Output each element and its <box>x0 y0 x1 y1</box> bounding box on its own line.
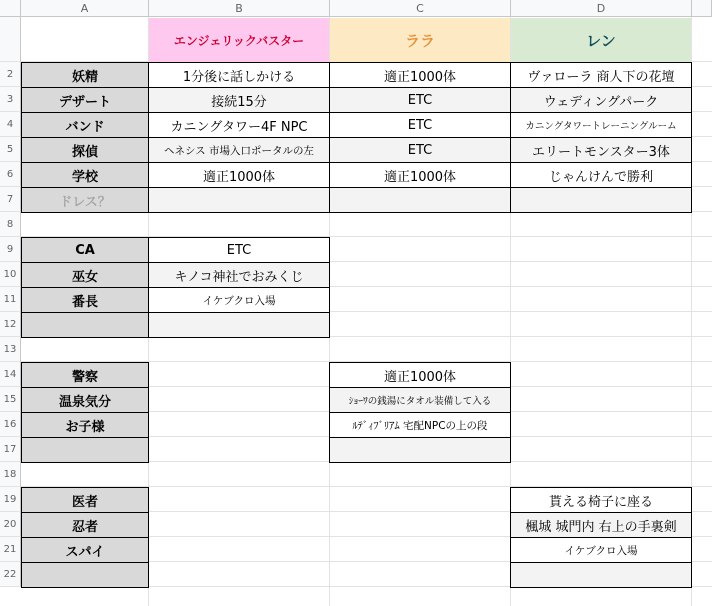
row-header[interactable]: 4 <box>0 112 21 137</box>
value-cell[interactable]: 適正1000体 <box>329 362 511 388</box>
row-header[interactable]: 7 <box>0 187 21 212</box>
value-cell[interactable]: ETC <box>329 137 511 163</box>
row-header[interactable]: 16 <box>0 412 21 437</box>
row-header[interactable]: 5 <box>0 137 21 162</box>
value-cell[interactable]: ウェディングパーク <box>510 87 692 113</box>
row-header[interactable]: 18 <box>0 462 21 487</box>
label-cell[interactable]: 温泉気分 <box>21 387 149 413</box>
row-header[interactable]: 14 <box>0 362 21 387</box>
label-cell[interactable]: お子様 <box>21 412 149 438</box>
row-header[interactable]: 17 <box>0 437 21 462</box>
value-cell[interactable]: 適正1000体 <box>329 162 511 188</box>
value-cell[interactable]: ETC <box>329 87 511 113</box>
label-cell[interactable] <box>21 437 149 463</box>
label-cell[interactable] <box>21 562 149 588</box>
label-cell[interactable]: 巫女 <box>21 262 149 288</box>
label-cell[interactable]: 医者 <box>21 487 149 513</box>
value-cell[interactable] <box>510 562 692 588</box>
value-cell[interactable] <box>329 437 511 463</box>
row-header-1[interactable] <box>0 17 21 62</box>
value-cell[interactable]: ｼｮｰﾜの銭湯にタオル装備して入る <box>329 387 511 413</box>
value-cell[interactable]: ヘネシス 市場入口ポータルの左 <box>148 137 330 163</box>
value-cell[interactable]: ﾙﾃﾞｨﾌﾞﾘｱﾑ 宅配NPCの上の段 <box>329 412 511 438</box>
row-header[interactable]: 2 <box>0 62 21 87</box>
column-header-c[interactable]: C <box>330 0 511 17</box>
label-cell[interactable]: 番長 <box>21 287 149 313</box>
label-cell[interactable]: CA <box>21 237 149 263</box>
value-cell[interactable]: キノコ神社でおみくじ <box>148 262 330 288</box>
value-cell[interactable]: 接続15分 <box>148 87 330 113</box>
value-cell[interactable] <box>148 312 330 338</box>
label-cell[interactable]: バンド <box>21 112 149 138</box>
value-cell[interactable]: 適正1000体 <box>148 162 330 188</box>
row-header[interactable]: 19 <box>0 487 21 512</box>
label-cell[interactable]: ドレス？ <box>21 187 149 213</box>
column-header-e[interactable] <box>692 0 712 17</box>
row-header[interactable]: 15 <box>0 387 21 412</box>
value-cell[interactable]: ヴァローラ 商人下の花壇 <box>510 62 692 88</box>
label-cell[interactable]: スパイ <box>21 537 149 563</box>
value-cell[interactable]: イケブクロ入場 <box>148 287 330 313</box>
row-header[interactable]: 9 <box>0 237 21 262</box>
label-cell[interactable]: 警察 <box>21 362 149 388</box>
row-header[interactable]: 8 <box>0 212 21 237</box>
column-header-d[interactable]: D <box>511 0 692 17</box>
value-cell[interactable]: 適正1000体 <box>329 62 511 88</box>
row-header[interactable]: 10 <box>0 262 21 287</box>
select-all-corner[interactable] <box>0 0 21 17</box>
row-header[interactable]: 21 <box>0 537 21 562</box>
label-cell[interactable]: デザート <box>21 87 149 113</box>
row-header[interactable]: 11 <box>0 287 21 312</box>
value-cell[interactable]: ETC <box>148 237 330 263</box>
value-cell[interactable] <box>329 187 511 213</box>
row-header[interactable]: 20 <box>0 512 21 537</box>
value-cell[interactable] <box>148 187 330 213</box>
header-angelic-buster[interactable]: エンジェリックバスター <box>149 18 329 62</box>
row-header[interactable]: 22 <box>0 562 21 587</box>
label-cell[interactable]: 探偵 <box>21 137 149 163</box>
value-cell[interactable]: じゃんけんで勝利 <box>510 162 692 188</box>
header-ren[interactable]: レン <box>511 18 691 62</box>
row-header[interactable]: 6 <box>0 162 21 187</box>
label-cell[interactable]: 忍者 <box>21 512 149 538</box>
value-cell[interactable]: ETC <box>329 112 511 138</box>
label-cell[interactable] <box>21 312 149 338</box>
header-lara[interactable]: ララ <box>330 18 510 62</box>
row-header[interactable]: 3 <box>0 87 21 112</box>
value-cell[interactable]: カニングタワートレーニングルーム <box>510 112 692 138</box>
value-cell[interactable]: 1分後に話しかける <box>148 62 330 88</box>
value-cell[interactable]: イケブクロ入場 <box>510 537 692 563</box>
column-header-b[interactable]: B <box>149 0 330 17</box>
label-cell[interactable]: 学校 <box>21 162 149 188</box>
value-cell[interactable]: カニングタワー4F NPC <box>148 112 330 138</box>
column-header-a[interactable]: A <box>21 0 149 17</box>
label-cell[interactable]: 妖精 <box>21 62 149 88</box>
value-cell[interactable] <box>510 187 692 213</box>
value-cell[interactable]: エリートモンスター3体 <box>510 137 692 163</box>
value-cell[interactable]: 貰える椅子に座る <box>510 487 692 513</box>
row-header[interactable]: 12 <box>0 312 21 337</box>
row-header[interactable]: 13 <box>0 337 21 362</box>
value-cell[interactable]: 楓城 城門内 右上の手裏剣 <box>510 512 692 538</box>
